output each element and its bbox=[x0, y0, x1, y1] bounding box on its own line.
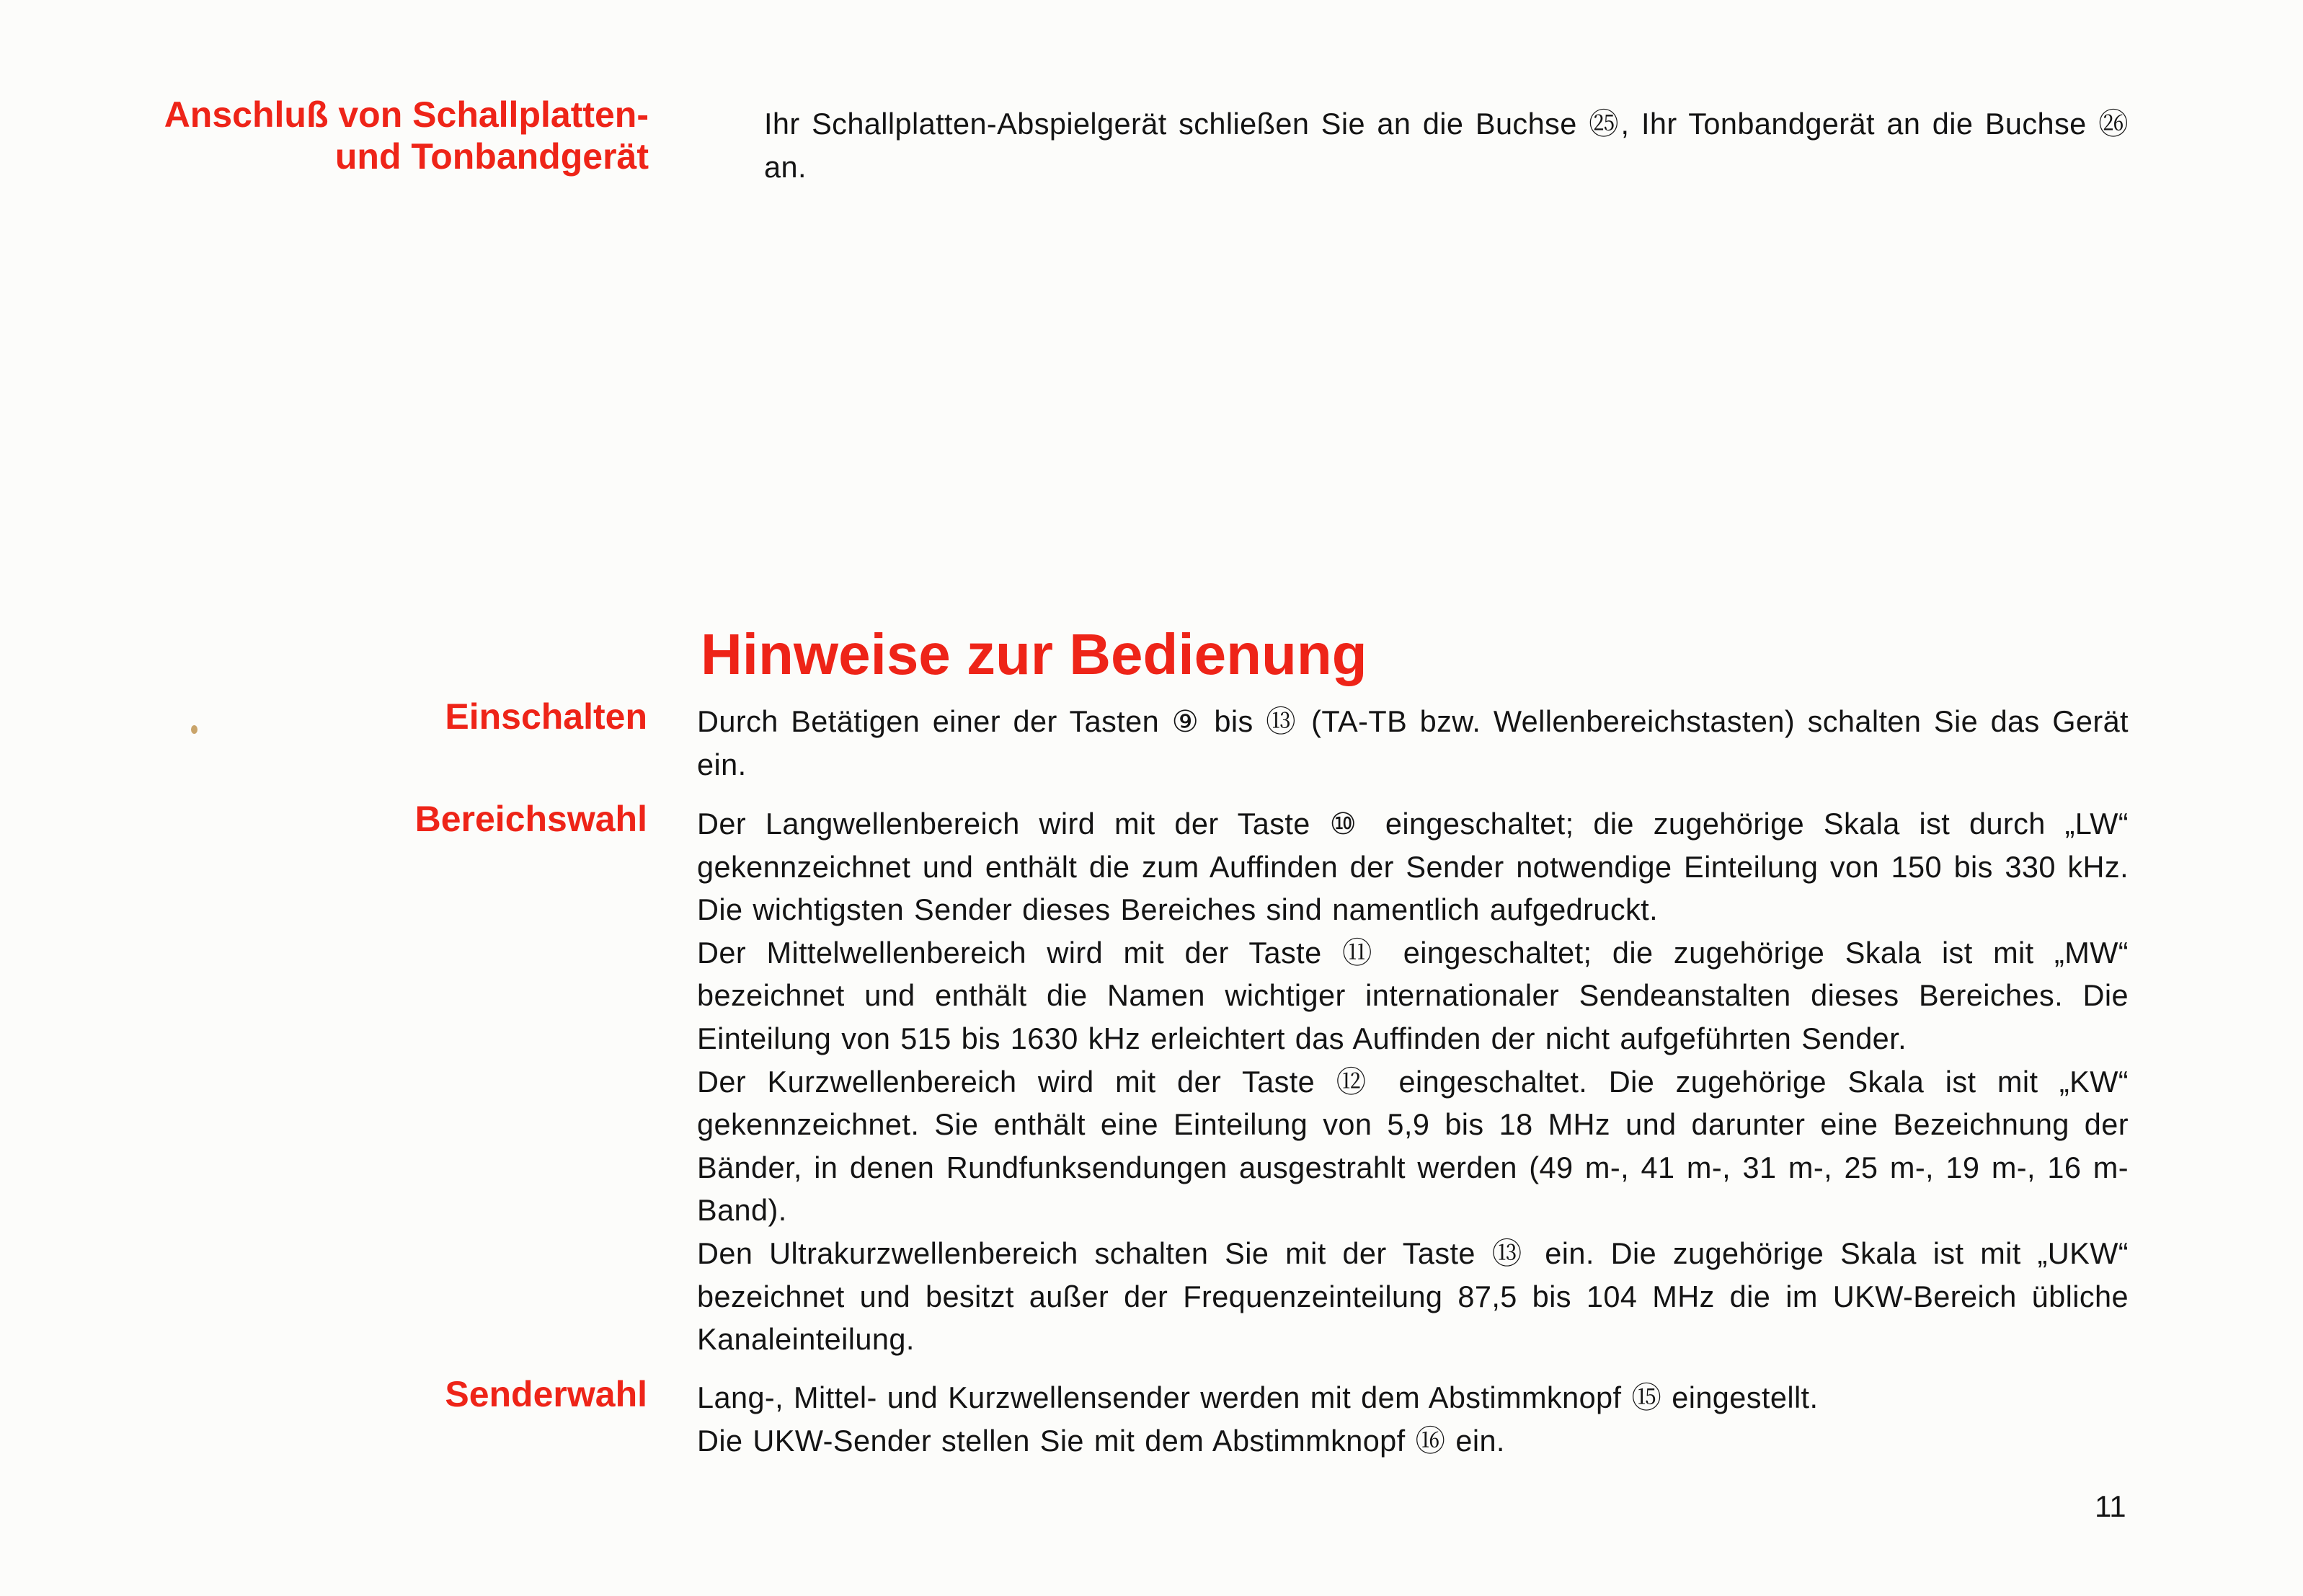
section-text-bereichswahl bbox=[697, 802, 2129, 1361]
paragraph-ukw: Den Ultrakurzwellenbereich schalten Sie mit der Taste ⑬ ein. Die zugehörige Skala ist mit „UKW“ bezeichnet und besitzt außer der Frequenzeinteilung 87,5 bis 104 MHz die im UKW-Bereich übliche Kanaleinteilung. bbox=[697, 1236, 2129, 1357]
paragraph: Durch Betätigen einer der Tasten ⑨ bis ⑬ (TA-TB bzw. Wellenbereichstasten) schalten Sie das Gerät ein. bbox=[697, 704, 2129, 781]
text-line: Lang-, Mittel- und Kurzwellensender werden mit dem Abstimmknopf ⑮ eingestellt. bbox=[697, 1380, 1819, 1414]
label-line: und Tonbandgerät bbox=[334, 136, 649, 177]
paragraph-lw: Der Langwellenbereich wird mit der Taste ⑩ eingeschaltet; die zugehörige Skala ist durch „LW“ gekennzeichnet und enthält die zum Auffinden der Sender notwendige Einteilung von 150 bis 330 kHz. Die wichtigsten Sender dieses Bereiches sind namentlich aufgedruckt. bbox=[697, 807, 2129, 927]
paper-speck bbox=[191, 725, 198, 734]
page-heading: Hinweise zur Bedienung bbox=[701, 622, 1367, 686]
section-text-connection bbox=[764, 102, 2129, 188]
label-line: Anschluß von Schallplatten- bbox=[164, 94, 649, 135]
section-label-connection bbox=[164, 94, 649, 177]
section-text-senderwahl bbox=[697, 1376, 2129, 1462]
section-label-bereichswahl: Bereichswahl bbox=[414, 799, 647, 839]
section-label-senderwahl: Senderwahl bbox=[445, 1374, 647, 1414]
section-text-einschalten bbox=[697, 700, 2129, 786]
section-label-einschalten: Einschalten bbox=[445, 696, 647, 737]
paragraph: Ihr Schallplatten-Abspielgerät schließen Sie an die Buchse ㉕, Ihr Tonbandgerät an die Buchse ㉖ an. bbox=[764, 107, 2129, 184]
text-line: Die UKW-Sender stellen Sie mit dem Abstimmknopf ⑯ ein. bbox=[697, 1423, 1505, 1458]
page-number: 11 bbox=[2095, 1489, 2126, 1523]
paragraph-kw: Der Kurzwellenbereich wird mit der Taste ⑫ eingeschaltet. Die zugehörige Skala ist mit „KW“ gekennzeichnet. Sie enthält eine Einteilung von 5,9 bis 18 MHz und darunter eine Bezeichnung der Bänder, in denen Rundfunksendungen ausgestrahlt werden (49 m-, 41 m-, 31 m-, 25 m-, 19 m-, 16 m-Band). bbox=[697, 1064, 2129, 1228]
paragraph-mw: Der Mittelwellenbereich wird mit der Taste ⑪ eingeschaltet; die zugehörige Skala ist mit „MW“ bezeichnet und enthält die Namen wichtiger internationaler Sendeanstalten dieses Bereiches. Die Einteilung von 515 bis 1630 kHz erleichtert das Auffinden der nicht aufgeführten Sender. bbox=[697, 935, 2129, 1055]
